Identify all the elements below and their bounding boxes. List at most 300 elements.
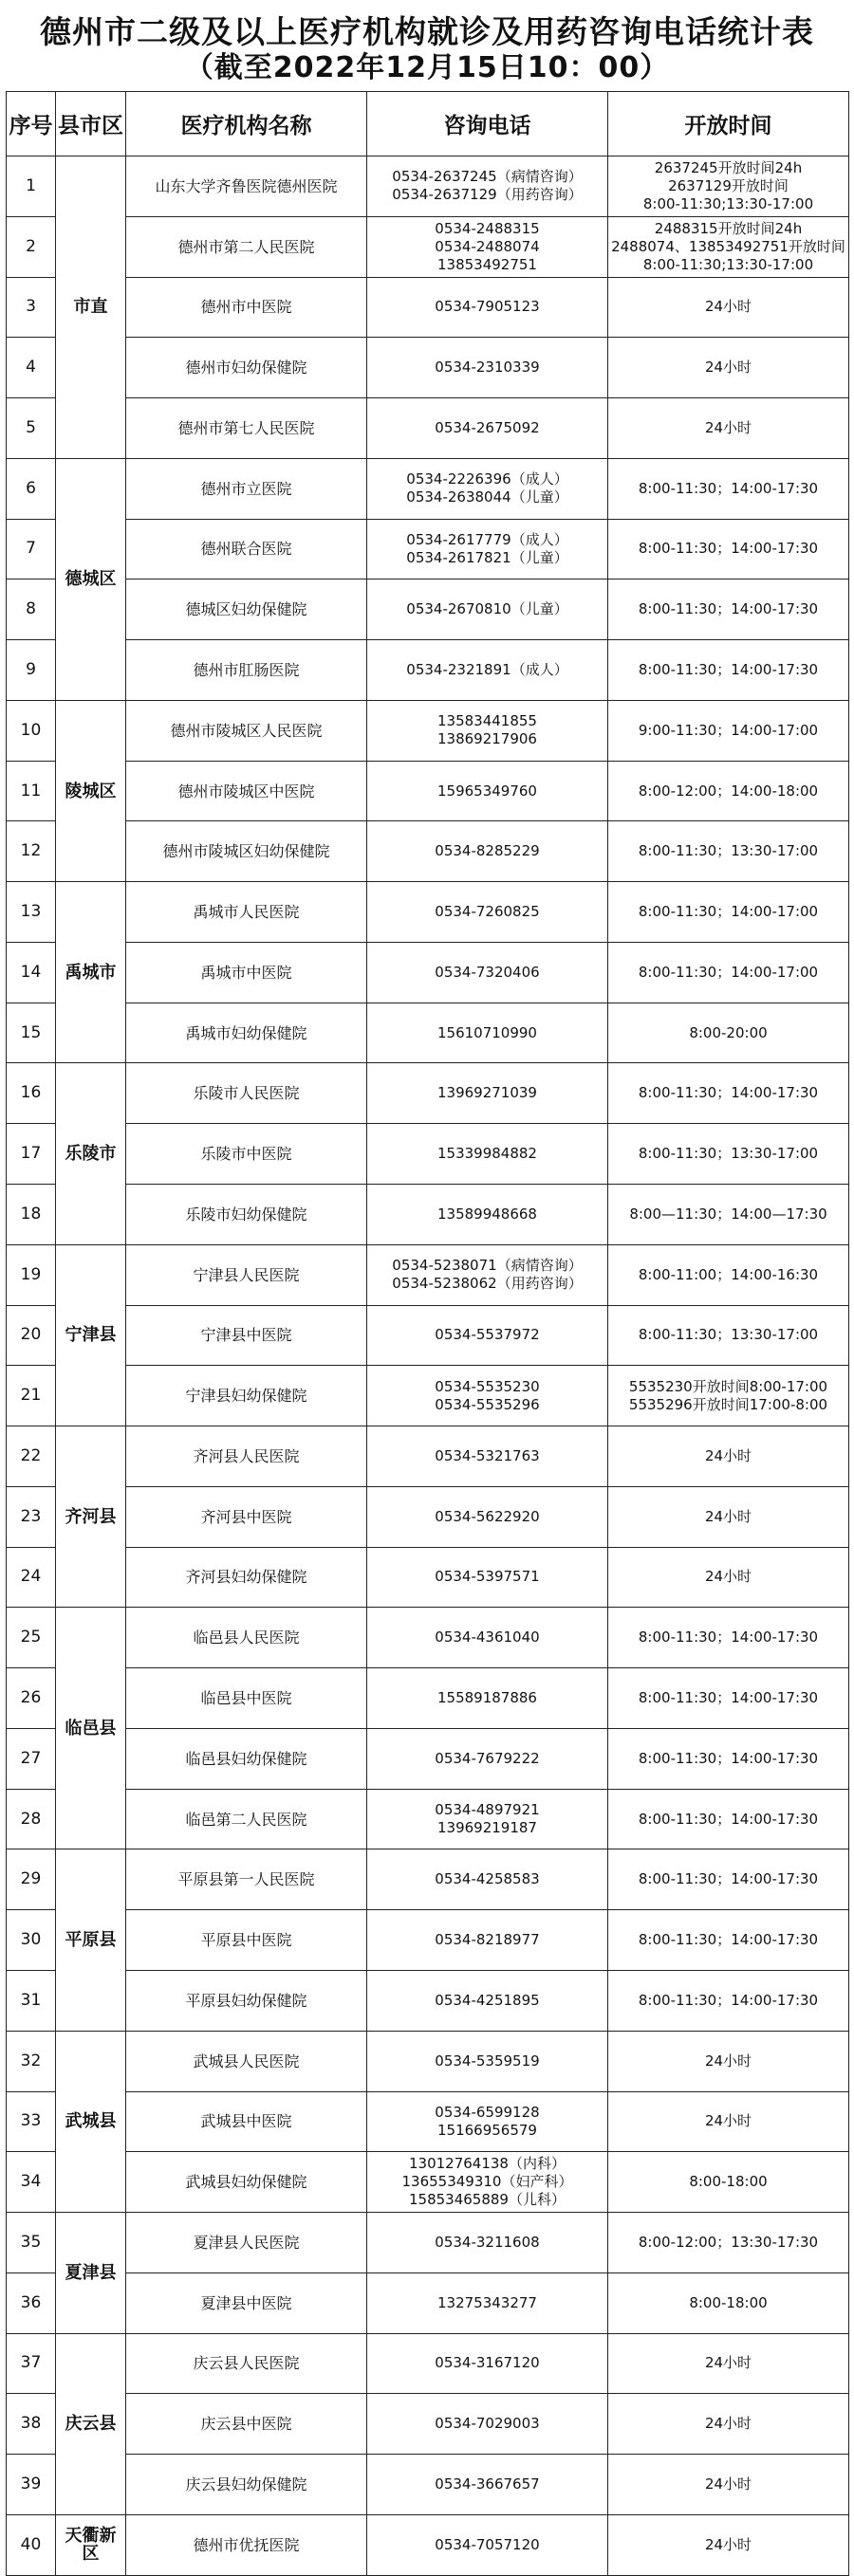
row-seq-number: 6 [7,458,56,519]
county-cell: 乐陵市 [56,1063,126,1244]
table-row [7,1849,849,1910]
phone-cell [367,580,608,640]
row-seq-number: 22 [7,1426,56,1487]
open-hours-cell [608,2091,849,2152]
phone-cell [367,519,608,580]
institution-name: 临邑第二人民医院 [126,1789,367,1849]
phone-number: 0534-7905123 [435,298,540,316]
institution-name: 武城县妇幼保健院 [126,2152,367,2213]
open-hours-cell [608,761,849,821]
row-seq-number: 16 [7,1063,56,1124]
institution-name: 夏津县中医院 [126,2272,367,2333]
row-seq-number: 25 [7,1608,56,1668]
open-hours-line: 8:00-11:30；13:30-17:00 [638,1326,819,1344]
open-hours-cell [608,700,849,761]
phone-cell [367,1608,608,1668]
open-hours-cell [608,1185,849,1245]
institution-name: 德州市中医院 [126,277,367,338]
institution-name: 武城县人民医院 [126,2031,367,2091]
phone-number: 15166956579 [437,2121,537,2139]
phone-cell [367,1003,608,1063]
row-seq-number: 19 [7,1244,56,1305]
row-seq-number: 7 [7,519,56,580]
table-row [7,2272,849,2333]
phone-number: 15965349760 [437,782,537,800]
phone-number: 0534-2670810（儿童） [406,600,568,618]
open-hours-cell [608,640,849,701]
open-hours-cell [608,2152,849,2213]
institution-name: 临邑县中医院 [126,1668,367,1729]
phone-cell [367,761,608,821]
open-hours-cell [608,2514,849,2575]
row-seq-number: 5 [7,398,56,459]
phone-cell [367,2333,608,2394]
table-row [7,1185,849,1245]
phone-cell [367,2152,608,2213]
phone-number: 0534-2617821（儿童） [406,548,568,566]
table-row [7,216,849,277]
phone-number: 13655349310（妇产科） [401,2173,573,2191]
institution-name: 临邑县人民医院 [126,1608,367,1668]
phone-number: 0534-5397571 [435,1568,540,1586]
row-seq-number: 14 [7,942,56,1003]
table-row [7,2455,849,2515]
open-hours-cell [608,1305,849,1366]
phone-cell [367,1244,608,1305]
table-row [7,882,849,943]
phone-number: 0534-7057120 [435,2535,540,2553]
header-phone: 咨询电话 [367,92,608,156]
open-hours-cell [608,1849,849,1910]
phone-cell [367,1426,608,1487]
row-seq-number: 23 [7,1486,56,1547]
phone-number: 0534-8218977 [435,1931,540,1949]
phone-number: 0534-2226396（成人） [406,470,568,488]
phone-number: 0534-2310339 [435,359,540,377]
open-hours-line: 8:00-11:30；13:30-17:00 [638,1145,819,1163]
phone-cell [367,1305,608,1366]
institution-name: 齐河县中医院 [126,1486,367,1547]
open-hours-cell [608,1668,849,1729]
county-cell: 齐河县 [56,1426,126,1608]
county-cell: 武城县 [56,2031,126,2212]
institution-name: 庆云县中医院 [126,2394,367,2455]
row-seq-number: 30 [7,1910,56,1971]
open-hours-cell [608,1486,849,1547]
row-seq-number: 15 [7,1003,56,1063]
open-hours-cell [608,580,849,640]
open-hours-line: 8:00-11:30；14:00-17:30 [638,1749,819,1767]
open-hours-line: 8:00-11:30；14:00-17:00 [638,903,819,921]
county-cell: 夏津县 [56,2213,126,2334]
open-hours-cell [608,882,849,943]
row-seq-number: 26 [7,1668,56,1729]
table-header-row [7,92,849,156]
open-hours-cell [608,2031,849,2091]
row-seq-number: 39 [7,2455,56,2515]
phone-cell [367,640,608,701]
institution-name: 乐陵市人民医院 [126,1063,367,1124]
institution-name: 山东大学齐鲁医院德州医院 [126,156,367,217]
table-body [7,156,849,2576]
row-seq-number: 34 [7,2152,56,2213]
table-row [7,580,849,640]
open-hours-line: 24小时 [704,2475,752,2493]
phone-cell [367,1063,608,1124]
row-seq-number: 4 [7,338,56,398]
open-hours-cell [608,942,849,1003]
institution-name: 平原县中医院 [126,1910,367,1971]
county-cell: 陵城区 [56,700,126,881]
row-seq-number: 37 [7,2333,56,2394]
table-row [7,1728,849,1789]
table-row [7,1668,849,1729]
header-county: 县市区 [56,92,126,156]
open-hours-line: 24小时 [704,1507,752,1525]
open-hours-cell [608,1547,849,1608]
institution-name: 德州联合医院 [126,519,367,580]
row-seq-number: 31 [7,1970,56,2031]
phone-cell [367,1668,608,1729]
phone-number: 13012764138（内科） [409,2155,566,2173]
open-hours-line: 8:00-20:00 [689,1023,768,1041]
open-hours-line: 8:00-11:30;13:30-17:00 [642,194,814,212]
phone-number: 0534-2617779（成人） [406,530,568,548]
table-row [7,761,849,821]
phone-cell [367,700,608,761]
county-cell: 禹城市 [56,882,126,1063]
table-row [7,1063,849,1124]
phone-number: 0534-7260825 [435,903,540,921]
document-subtitle-date: （截至2022年12月15日10：00） [184,51,670,84]
institution-name: 夏津县人民医院 [126,2213,367,2273]
institution-name: 禹城市妇幼保健院 [126,1003,367,1063]
institution-name: 德州市陵城区中医院 [126,761,367,821]
open-hours-line: 2488074、13853492751开放时间 [611,237,845,255]
phone-cell [367,277,608,338]
document-title: 德州市二级及以上医疗机构就诊及用药咨询电话统计表 [40,13,814,50]
phone-cell [367,1789,608,1849]
phone-number: 13275343277 [437,2293,537,2311]
phone-cell [367,338,608,398]
open-hours-cell [608,1426,849,1487]
phone-number: 0534-5535296 [435,1395,540,1413]
phone-number: 13589948668 [437,1205,537,1223]
institution-name: 德州市妇幼保健院 [126,338,367,398]
phone-number: 15589187886 [437,1689,537,1707]
phone-cell [367,942,608,1003]
phone-number: 0534-2675092 [435,418,540,436]
open-hours-line: 24小时 [704,298,752,316]
phone-number: 13869217906 [437,730,537,748]
phone-number: 0534-4258583 [435,1870,540,1888]
open-hours-cell [608,1910,849,1971]
row-seq-number: 18 [7,1185,56,1245]
open-hours-cell [608,277,849,338]
open-hours-line: 8:00-11:30；14:00-17:30 [638,540,819,558]
open-hours-line: 8:00-12:00；14:00-18:00 [638,782,819,800]
phone-number: 0534-4251895 [435,1991,540,2009]
table-row [7,1910,849,1971]
open-hours-cell [608,1124,849,1185]
phone-number: 0534-2637129（用药咨询） [392,186,583,204]
phone-number: 0534-3167120 [435,2354,540,2372]
row-seq-number: 17 [7,1124,56,1185]
county-cell: 德城区 [56,458,126,700]
open-hours-cell [608,2394,849,2455]
row-seq-number: 8 [7,580,56,640]
open-hours-line: 9:00-11:30；14:00-17:00 [638,721,819,739]
institution-name: 乐陵市妇幼保健院 [126,1185,367,1245]
table-row [7,1244,849,1305]
open-hours-cell [608,156,849,217]
phone-cell [367,1728,608,1789]
open-hours-cell [608,519,849,580]
row-seq-number: 32 [7,2031,56,2091]
phone-cell [367,1185,608,1245]
row-seq-number: 21 [7,1366,56,1426]
county-cell: 临邑县 [56,1608,126,1849]
institution-name: 德州市立医院 [126,458,367,519]
phone-number: 15853465889（儿科） [409,2191,566,2209]
row-seq-number: 24 [7,1547,56,1608]
phone-number: 13583441855 [437,712,537,730]
table-row [7,1426,849,1487]
open-hours-line: 2488315开放时间24h [654,219,803,237]
open-hours-cell [608,1789,849,1849]
header-institution-name: 医疗机构名称 [126,92,367,156]
row-seq-number: 20 [7,1305,56,1366]
institution-name: 平原县第一人民医院 [126,1849,367,1910]
institution-name: 德州市陵城区妇幼保健院 [126,821,367,882]
open-hours-line: 8:00-11:30；14:00-17:30 [638,1870,819,1888]
institution-name: 德城区妇幼保健院 [126,580,367,640]
open-hours-line: 8:00-12:00；13:30-17:30 [638,2233,819,2251]
phone-cell [367,2213,608,2273]
header-seq: 序号 [7,92,56,156]
phone-cell [367,1124,608,1185]
table-row [7,2394,849,2455]
county-cell: 天衢新区 [56,2514,126,2575]
table-row [7,1003,849,1063]
row-seq-number: 38 [7,2394,56,2455]
phone-number: 0534-5622920 [435,1507,540,1525]
open-hours-line: 8:00-18:00 [689,2293,768,2311]
open-hours-cell [608,398,849,459]
institution-name: 齐河县妇幼保健院 [126,1547,367,1608]
open-hours-line: 24小时 [704,1568,752,1586]
table-row [7,821,849,882]
open-hours-line: 2637245开放时间24h [654,158,803,176]
phone-cell [367,216,608,277]
phone-number: 0534-5238071（病情咨询） [392,1257,583,1275]
county-cell: 平原县 [56,1849,126,2031]
institution-name: 宁津县妇幼保健院 [126,1366,367,1426]
open-hours-cell [608,821,849,882]
table-row [7,156,849,217]
open-hours-cell [608,2213,849,2273]
open-hours-line: 5535296开放时间17:00-8:00 [628,1395,828,1413]
table-row [7,519,849,580]
phone-number: 15610710990 [437,1023,537,1041]
open-hours-line: 8:00-18:00 [689,2173,768,2191]
table-row [7,2213,849,2273]
table-row [7,1547,849,1608]
row-seq-number: 29 [7,1849,56,1910]
open-hours-line: 8:00-11:30；14:00-17:30 [638,661,819,678]
open-hours-cell [608,1970,849,2031]
institution-name: 庆云县妇幼保健院 [126,2455,367,2515]
open-hours-line: 8:00-11:30；14:00-17:30 [638,1991,819,2009]
open-hours-cell [608,1244,849,1305]
institution-name: 宁津县人民医院 [126,1244,367,1305]
table-row [7,1486,849,1547]
open-hours-line: 5535230开放时间8:00-17:00 [628,1377,828,1395]
row-seq-number: 27 [7,1728,56,1789]
open-hours-cell [608,1063,849,1124]
row-seq-number: 11 [7,761,56,821]
phone-number: 13969271039 [437,1084,537,1102]
open-hours-line: 24小时 [704,2354,752,2372]
hospital-phone-table [6,91,849,2576]
table-row [7,2031,849,2091]
table-row [7,2152,849,2213]
phone-number: 0534-3667657 [435,2475,540,2493]
phone-number: 13853492751 [437,255,537,273]
phone-cell [367,2272,608,2333]
table-row [7,277,849,338]
open-hours-cell [608,216,849,277]
phone-number: 0534-4361040 [435,1628,540,1647]
phone-cell [367,821,608,882]
phone-number: 0534-2637245（病情咨询） [392,168,583,186]
phone-number: 0534-5359519 [435,2052,540,2070]
open-hours-line: 8:00-11:30；14:00-17:00 [638,963,819,981]
table-row [7,2514,849,2575]
institution-name: 齐河县人民医院 [126,1426,367,1487]
table-row [7,700,849,761]
institution-name: 禹城市中医院 [126,942,367,1003]
row-seq-number: 10 [7,700,56,761]
phone-number: 0534-2638044（儿童） [406,488,568,506]
open-hours-line: 24小时 [704,2415,752,2433]
header-open-hours: 开放时间 [608,92,849,156]
open-hours-line: 8:00-11:30；14:00-17:30 [638,1931,819,1949]
row-seq-number: 33 [7,2091,56,2152]
phone-number: 13969219187 [437,1819,537,1837]
row-seq-number: 3 [7,277,56,338]
open-hours-line: 8:00-11:30；14:00-17:30 [638,1628,819,1647]
institution-name: 德州市优抚医院 [126,2514,367,2575]
table-row [7,398,849,459]
open-hours-line: 24小时 [704,2052,752,2070]
phone-number: 15339984882 [437,1145,537,1163]
row-seq-number: 40 [7,2514,56,2575]
phone-cell [367,398,608,459]
phone-cell [367,1910,608,1971]
institution-name: 宁津县中医院 [126,1305,367,1366]
phone-cell [367,2394,608,2455]
open-hours-line: 24小时 [704,359,752,377]
table-row [7,2091,849,2152]
phone-number: 0534-2321891（成人） [406,661,568,678]
phone-number: 0534-3211608 [435,2233,540,2251]
phone-number: 0534-5537972 [435,1326,540,1344]
phone-cell [367,1970,608,2031]
row-seq-number: 12 [7,821,56,882]
table-row [7,2333,849,2394]
phone-number: 0534-8285229 [435,842,540,860]
open-hours-line: 8:00-11:30；14:00-17:30 [638,1084,819,1102]
open-hours-cell [608,1728,849,1789]
open-hours-line: 2637129开放时间 [668,176,789,194]
open-hours-line: 8:00-11:30；14:00-17:30 [638,1810,819,1828]
open-hours-line: 8:00-11:00；14:00-16:30 [638,1265,819,1283]
open-hours-cell [608,1608,849,1668]
phone-number: 0534-5321763 [435,1446,540,1464]
county-cell: 宁津县 [56,1244,126,1426]
county-cell: 市直 [56,156,126,459]
open-hours-line: 8:00-11:30；14:00-17:30 [638,479,819,497]
institution-name: 武城县中医院 [126,2091,367,2152]
row-seq-number: 35 [7,2213,56,2273]
phone-cell [367,1849,608,1910]
table-row [7,640,849,701]
phone-cell [367,882,608,943]
table-row [7,942,849,1003]
open-hours-line: 8:00-11:30；13:30-17:00 [638,842,819,860]
phone-number: 0534-5238062（用药咨询） [392,1275,583,1293]
table-row [7,1124,849,1185]
institution-name: 德州市第二人民医院 [126,216,367,277]
table-row [7,458,849,519]
institution-name: 德州市肛肠医院 [126,640,367,701]
institution-name: 德州市陵城区人民医院 [126,700,367,761]
institution-name: 庆云县人民医院 [126,2333,367,2394]
open-hours-cell [608,1366,849,1426]
open-hours-cell [608,2272,849,2333]
open-hours-cell [608,2455,849,2515]
institution-name: 德州市第七人民医院 [126,398,367,459]
phone-number: 0534-7679222 [435,1749,540,1767]
open-hours-line: 8:00-11:30；14:00-17:30 [638,600,819,618]
phone-cell [367,458,608,519]
phone-number: 0534-7320406 [435,963,540,981]
table-row [7,1305,849,1366]
open-hours-line: 24小时 [704,1446,752,1464]
table-row [7,1970,849,2031]
phone-number: 0534-6599128 [435,2103,540,2121]
open-hours-line: 24小时 [704,2535,752,2553]
phone-cell [367,1547,608,1608]
row-seq-number: 1 [7,156,56,217]
open-hours-line: 24小时 [704,418,752,436]
phone-cell [367,2514,608,2575]
table-row [7,1608,849,1668]
row-seq-number: 2 [7,216,56,277]
phone-cell [367,156,608,217]
open-hours-cell [608,2333,849,2394]
open-hours-line: 24小时 [704,2112,752,2130]
institution-name: 平原县妇幼保健院 [126,1970,367,2031]
table-row [7,1366,849,1426]
row-seq-number: 9 [7,640,56,701]
table-row [7,338,849,398]
phone-cell [367,1366,608,1426]
row-seq-number: 28 [7,1789,56,1849]
row-seq-number: 13 [7,882,56,943]
open-hours-line: 8:00-11:30;13:30-17:00 [642,255,814,273]
